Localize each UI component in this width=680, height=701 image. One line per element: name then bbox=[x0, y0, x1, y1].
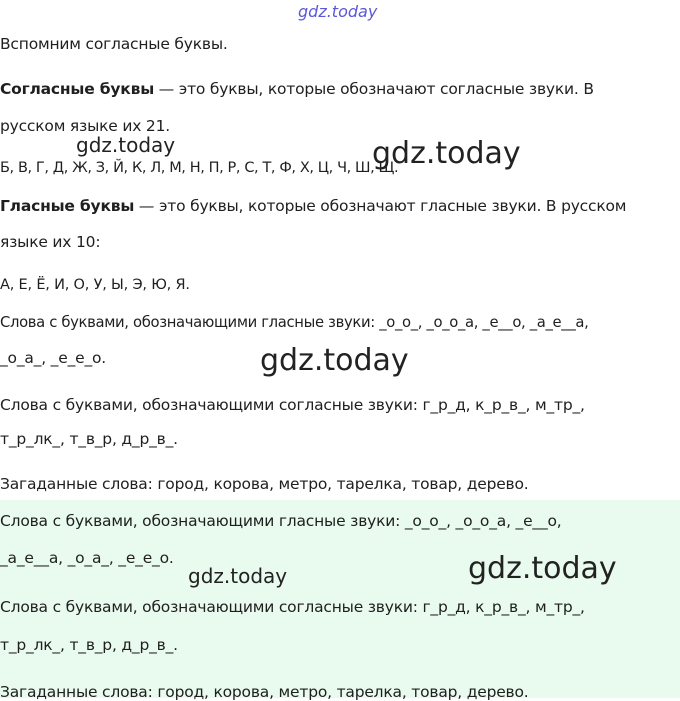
vowel-words-line-2: _о_а_, _е_е_о. bbox=[0, 349, 107, 367]
consonant-words-line-1: Слова с буквами, обозначающими согласные звуки: г_р_д, к_р_в_, м_тр_, bbox=[0, 396, 585, 414]
consonants-term: Согласные буквы bbox=[0, 80, 155, 98]
answer-consonant-words-line-2: т_р_лк_, т_в_р, д_р_в_. bbox=[0, 636, 178, 654]
watermark: gdz.today bbox=[76, 133, 176, 157]
watermark: gdz.today bbox=[372, 136, 521, 171]
consonants-list: Б, В, Г, Д, Ж, З, Й, К, Л, М, Н, П, Р, С, Т, Ф, Х, Ц, Ч, Ш, Щ. bbox=[0, 160, 399, 176]
consonants-definition-line-2: русском языке их 21. bbox=[0, 117, 170, 135]
vowels-definition: — это буквы, которые обозначают гласные звуки. В русском bbox=[134, 197, 627, 215]
consonants-definition: — это буквы, которые обозначают согласные звуки. В bbox=[154, 80, 594, 98]
answer-guessed-words: Загаданные слова: город, корова, метро, тарелка, товар, дерево. bbox=[0, 683, 529, 701]
answer-vowel-words-line-2: _а_е__а, _о_а_, _е_е_о. bbox=[0, 549, 174, 567]
vowels-list: А, Е, Ё, И, О, У, Ы, Э, Ю, Я. bbox=[0, 277, 190, 293]
answer-vowel-words-line-1: Слова с буквами, обозначающими гласные звуки: _о_о_, _о_о_а, _е__о, bbox=[0, 512, 562, 530]
vowels-term: Гласные буквы bbox=[0, 197, 135, 215]
watermark: gdz.today bbox=[260, 343, 409, 378]
vowels-definition-line-2: языке их 10: bbox=[0, 233, 101, 251]
watermark: gdz.today bbox=[468, 551, 617, 586]
consonants-definition-line-1 bbox=[0, 80, 594, 98]
vowel-words-line-1: Слова с буквами, обозначающими гласные звуки: _о_о_, _о_о_а, _е__о, _а_е__а, bbox=[0, 314, 589, 331]
vowels-definition-line-1 bbox=[0, 197, 626, 215]
top-watermark: gdz.today bbox=[298, 2, 378, 21]
consonant-words-line-2: т_р_лк_, т_в_р, д_р_в_. bbox=[0, 430, 178, 448]
guessed-words: Загаданные слова: город, корова, метро, тарелка, товар, дерево. bbox=[0, 475, 529, 493]
answer-consonant-words-line-1: Слова с буквами, обозначающими согласные звуки: г_р_д, к_р_в_, м_тр_, bbox=[0, 598, 585, 616]
watermark: gdz.today bbox=[188, 564, 288, 588]
intro-text: Вспомним согласные буквы. bbox=[0, 35, 228, 53]
